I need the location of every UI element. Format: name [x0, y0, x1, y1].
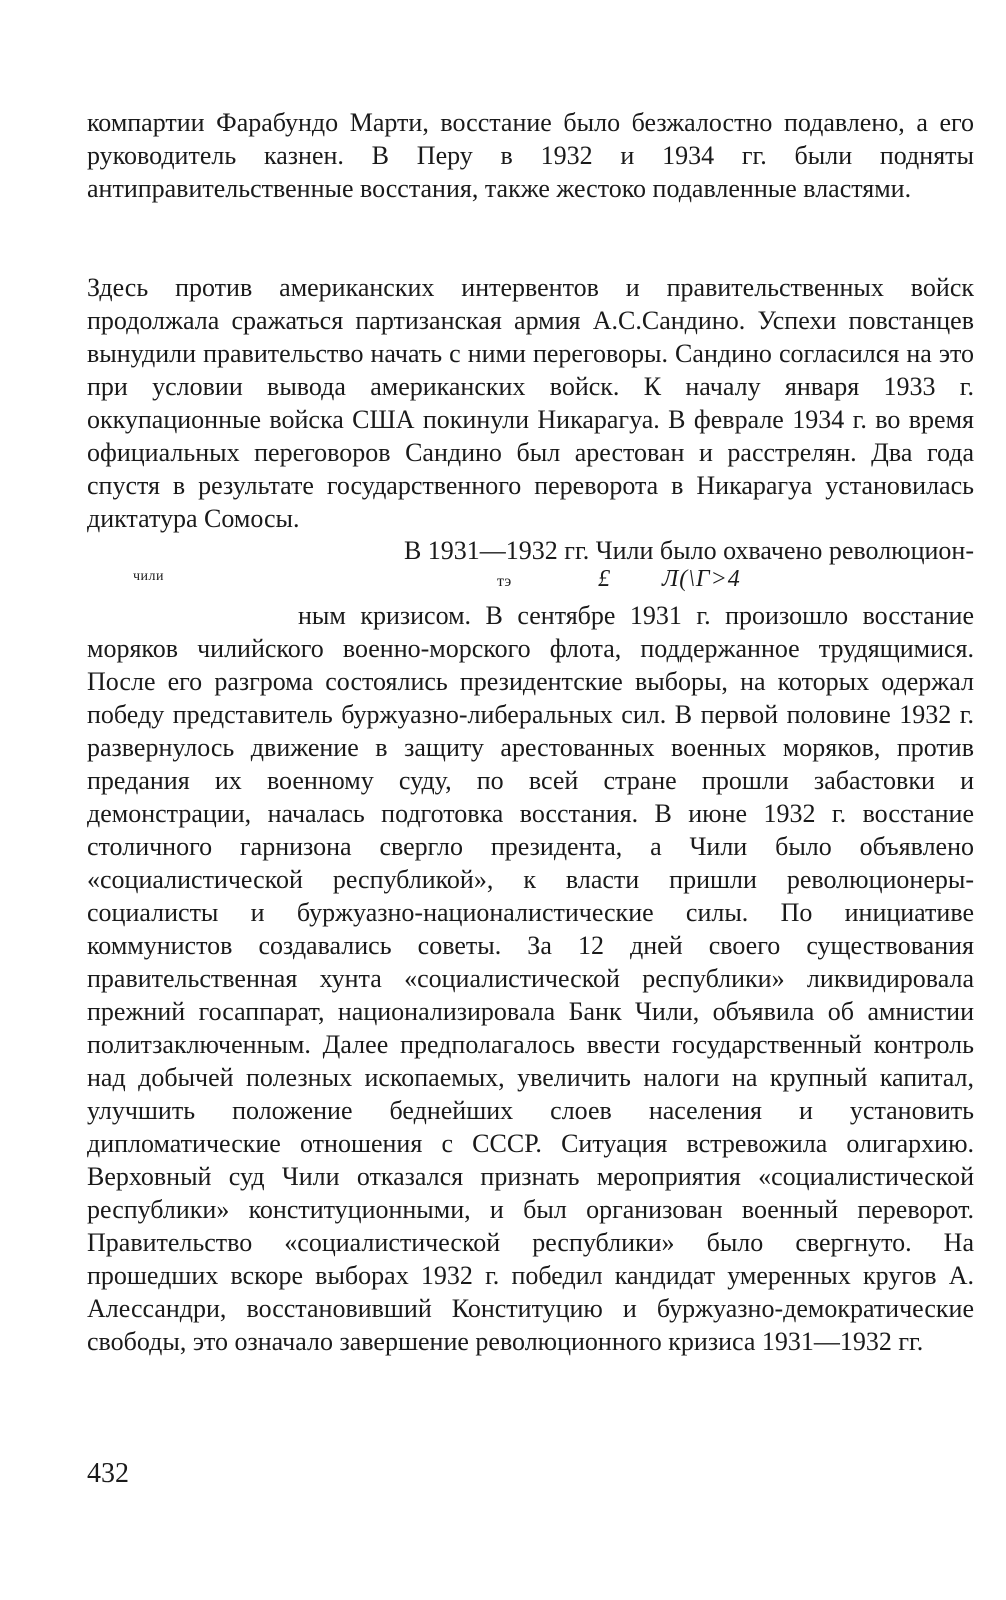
ocr-artifact: Л(\Г>4	[662, 566, 741, 592]
page-number: 432	[87, 1458, 129, 1489]
paragraph-el-salvador-peru: компартии Фарабундо Марти, восстание было безжалостно подавлено, а его руководитель казнен. В Перу в 1932 и 1934 гг. были подняты антиправительственные восстания, также жестоко подавленные властями.	[87, 108, 974, 203]
ocr-artifact: тэ	[497, 573, 512, 590]
paragraph-chile: ным кризисом. В сентябре 1931 г. произошло восстание моряков чилийского военно-морского флота, поддержанное трудящимися. После его разгрома состоялись президентские выборы, на которых одержал победу представитель буржуазно-либеральных сил. В первой половине 1932 г. развернулось движение в защиту арестованных военных моряков, против предания их военному суду, по всей стране прошли забастовки и демонстрации, началась подготовка восстания. В июне 1932 г. восстание столичного гарнизона свергло президента, а Чили было объявлено «социалистической республикой», к власти пришли революционеры-социалисты и буржуазно-националистические силы. По инициативе коммунистов создавались советы. За 12 дней своего существования правительственная хунта «социалистической республики» ликвидировала прежний госаппарат, национализировала Банк Чили, объявила об амнистии политзаключенным. Далее предполагалось ввести государственный контроль над добычей полезных ископаемых, увеличить налоги на крупный капитал, улучшить положение беднейших слоев населения и установить дипломатические отношения с СССР. Ситуация встревожила олигархию. Верховный суд Чили отказался признать мероприятия «социалистической республики» конституционными, и был организован военный переворот. Правительство «социалистической республики» было свергнуто. На прошедших вскоре выборах 1932 г. победил кандидат умеренных кругов А. Алессандри, восстановивший Конституцию и буржуазно-демократические свободы, это означало завершение революционного кризиса 1931—1932 гг.	[87, 601, 974, 1356]
paragraph-chile-first-line: В 1931—1932 гг. Чили было охвачено революцион-	[403, 536, 974, 565]
paragraph-nicaragua: Здесь против американских интервентов и правительственных войск продолжала сражаться партизанская армия А.С.Сандино. Успехи повстанцев вынудили правительство начать с ними переговоры. Сандино согласился на это при условии вывода американских войск. К началу января 1933 г. оккупационные войска США покинули Никарагуа. В феврале 1934 г. во время официальных переговоров Сандино был арестован и расстрелян. Два года спустя в результате государственного переворота в Никарагуа установилась диктатура Сомосы.	[87, 273, 974, 533]
ocr-artifact: £	[598, 566, 611, 592]
margin-note-chile: чили	[133, 569, 165, 584]
